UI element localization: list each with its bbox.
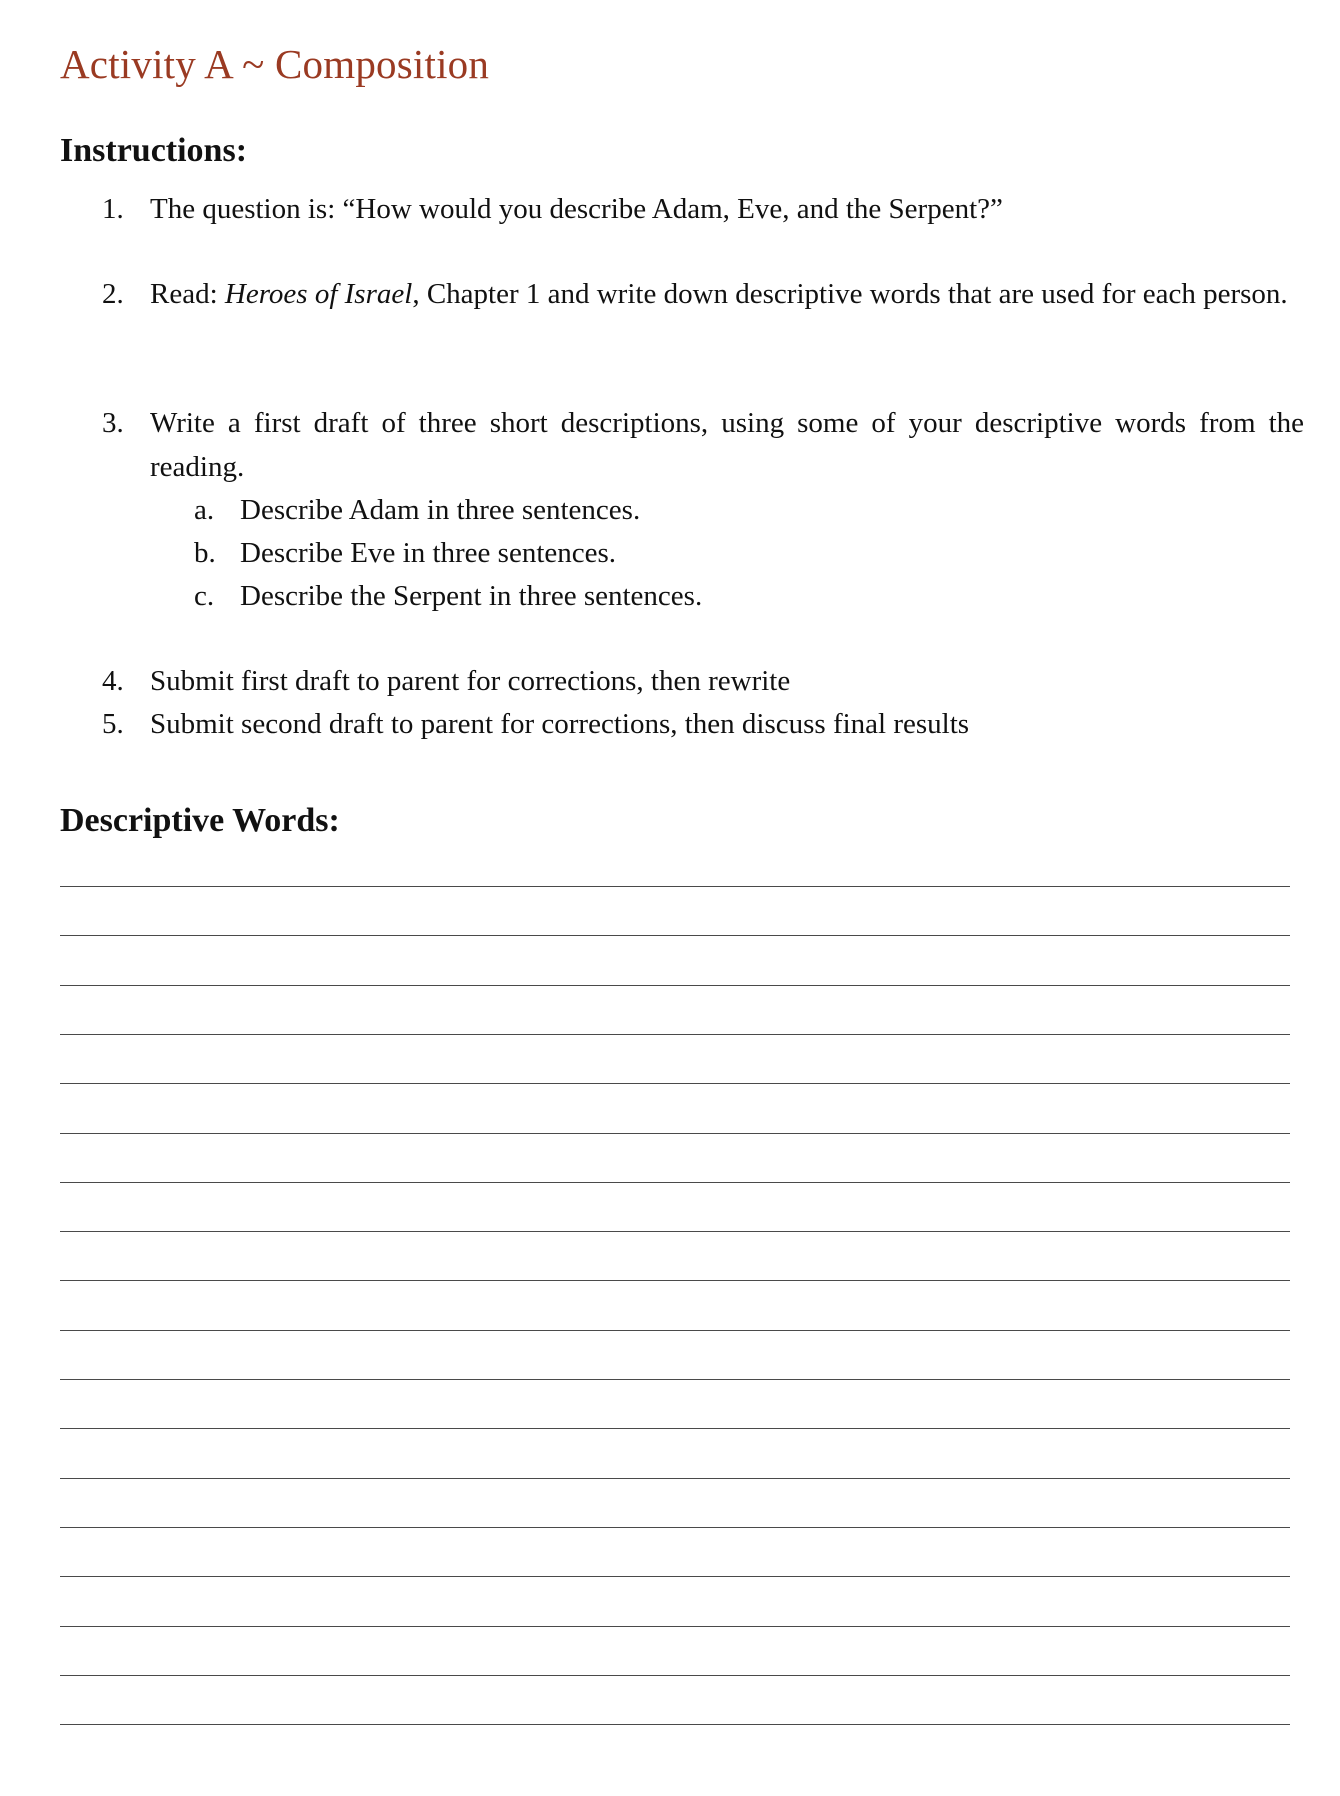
writing-line[interactable]	[60, 1379, 1290, 1380]
subitem-b	[194, 531, 616, 575]
writing-line[interactable]	[60, 1626, 1290, 1627]
writing-line[interactable]	[60, 886, 1290, 887]
instruction-item-1	[102, 187, 1304, 231]
instruction-number: 5.	[102, 708, 124, 740]
instruction-text: The question is: “How would you describe Adam, Eve, and the Serpent?”	[150, 193, 1003, 225]
instruction-item-5	[102, 702, 1304, 746]
instruction-item-3	[102, 401, 1304, 489]
writing-line[interactable]	[60, 1133, 1290, 1134]
subitem-letter: b.	[194, 537, 216, 569]
instruction-text-rest: , Chapter 1 and write down descriptive words that are used for each person.	[412, 278, 1288, 310]
writing-line[interactable]	[60, 1527, 1290, 1528]
writing-line[interactable]	[60, 1724, 1290, 1725]
writing-line[interactable]	[60, 1478, 1290, 1479]
writing-line[interactable]	[60, 1083, 1290, 1084]
writing-line[interactable]	[60, 985, 1290, 986]
instruction-number: 2.	[102, 278, 124, 310]
instruction-text: Submit first draft to parent for corrections, then rewrite	[150, 665, 791, 697]
subitem-letter: c.	[194, 580, 215, 612]
subitem-c	[194, 574, 702, 618]
descriptive-words-heading: Descriptive Words:	[60, 802, 340, 839]
instruction-number: 4.	[102, 665, 124, 697]
instruction-number: 1.	[102, 193, 124, 225]
subitem-text: Describe Eve in three sentences.	[240, 537, 617, 569]
book-title: Heroes of Israel	[224, 278, 413, 310]
instruction-item-2	[102, 272, 1304, 316]
instruction-text-lead: Read:	[150, 278, 225, 310]
writing-line[interactable]	[60, 1576, 1290, 1577]
writing-line[interactable]	[60, 1034, 1290, 1035]
writing-line[interactable]	[60, 1675, 1290, 1676]
page-title: Activity A ~ Composition	[60, 41, 490, 87]
instructions-heading: Instructions:	[60, 132, 248, 169]
writing-line[interactable]	[60, 1280, 1290, 1281]
instruction-number: 3.	[102, 407, 124, 439]
instruction-text	[150, 272, 1304, 316]
instruction-text: Write a first draft of three short descriptions, using some of your descriptive words from the reading.	[150, 407, 1304, 483]
subitem-letter: a.	[194, 494, 215, 526]
subitem-text: Describe the Serpent in three sentences.	[240, 580, 703, 612]
subitem-a	[194, 488, 640, 532]
writing-line[interactable]	[60, 1330, 1290, 1331]
instruction-item-4	[102, 659, 1304, 703]
writing-line[interactable]	[60, 1428, 1290, 1429]
writing-line[interactable]	[60, 1182, 1290, 1183]
subitem-text: Describe Adam in three sentences.	[240, 494, 641, 526]
writing-line[interactable]	[60, 1231, 1290, 1232]
instruction-text: Submit second draft to parent for corrections, then discuss final results	[150, 708, 970, 740]
writing-line[interactable]	[60, 935, 1290, 936]
